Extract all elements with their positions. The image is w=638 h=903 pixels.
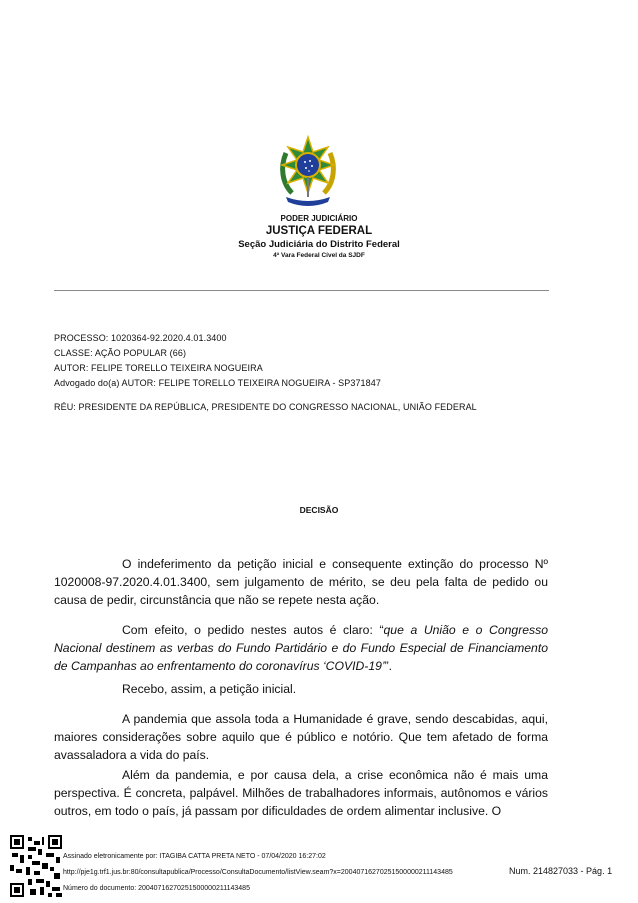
case-reu: RÉU: PRESIDENTE DA REPÚBLICA, PRESIDENTE DO CONGRESSO NACIONAL, UNIÃO FEDERAL (54, 402, 477, 412)
footer-url[interactable]: http://pje1g.trf1.jus.br:80/consultapublica/Processo/ConsultaDocumento/listView.seam?x=20040716270251500000211143485 (63, 869, 453, 876)
footer-page-reference: Num. 214827033 - Pág. 1 (509, 866, 613, 876)
body-paragraph-4-text: A pandemia que assola toda a Humanidade é grave, sendo descabidas, aqui, maiores considerações sobre aquilo que é público e notório. Que tem afetado de forma avassaladora a vida do país. (54, 712, 548, 762)
case-autor: AUTOR: FELIPE TORELLO TEIXEIRA NOGUEIRA (54, 363, 263, 373)
footer-document-number: Número do documento: 20040716270251500000211143485 (63, 885, 250, 892)
header-justica-federal: JUSTIÇA FEDERAL (265, 225, 373, 237)
body-paragraph-2-quote: que a União e o Congresso Nacional destinem as verbas do Fundo Partidário e do Fundo Especial de Financiamento de Campanhas ao enfrentamento do coronavírus ‘COVID-19’ (54, 623, 548, 673)
body-paragraph-5 (54, 766, 548, 818)
body-paragraph-2-intro: Com efeito, o pedido nestes autos é claro: “ (122, 623, 384, 637)
body-paragraph-3-text: Recebo, assim, a petição inicial. (122, 682, 297, 696)
body-paragraph-2 (54, 621, 548, 675)
body-paragraph-1 (54, 555, 548, 609)
header-poder-judiciario: PODER JUDICIÁRIO (280, 214, 358, 223)
header-vara: 4ª Vara Federal Cível da SJDF (273, 252, 365, 259)
body-paragraph-1-text: O indeferimento da petição inicial e consequente extinção do processo Nº 1020008-97.2020.4.01.3400, sem julgamento de mérito, se deu pela falta de pedido ou causa de pedir, circunstância que não se repete nesta ação. (54, 557, 548, 607)
body-paragraph-4 (54, 710, 548, 764)
body-paragraph-3 (54, 680, 548, 698)
header-divider (54, 290, 549, 291)
body-paragraph-2-end: ”. (384, 659, 393, 673)
footer-signed-by: Assinado eletronicamente por: ITAGIBA CATTA PRETA NETO - 07/04/2020 16:27:02 (63, 853, 326, 860)
decision-title: DECISÃO (299, 505, 339, 515)
case-processo: PROCESSO: 1020364-92.2020.4.01.3400 (54, 333, 227, 343)
body-paragraph-5-text: Além da pandemia, e por causa dela, a crise econômica não é mais uma perspectiva. É concreta, palpável. Milhões de trabalhadores informais, autônomos e vários outros, em todo o país, já passam por dificuldades de ordem alimentar inclusive. O (54, 768, 548, 818)
case-classe: CLASSE: AÇÃO POPULAR (66) (54, 348, 187, 358)
qr-code-icon[interactable] (10, 835, 62, 897)
coat-of-arms-icon (278, 135, 338, 209)
case-advogado: Advogado do(a) AUTOR: FELIPE TORELLO TEIXEIRA NOGUEIRA - SP371847 (54, 378, 381, 388)
header-secao-judiciaria: Seção Judiciária do Distrito Federal (238, 239, 400, 250)
